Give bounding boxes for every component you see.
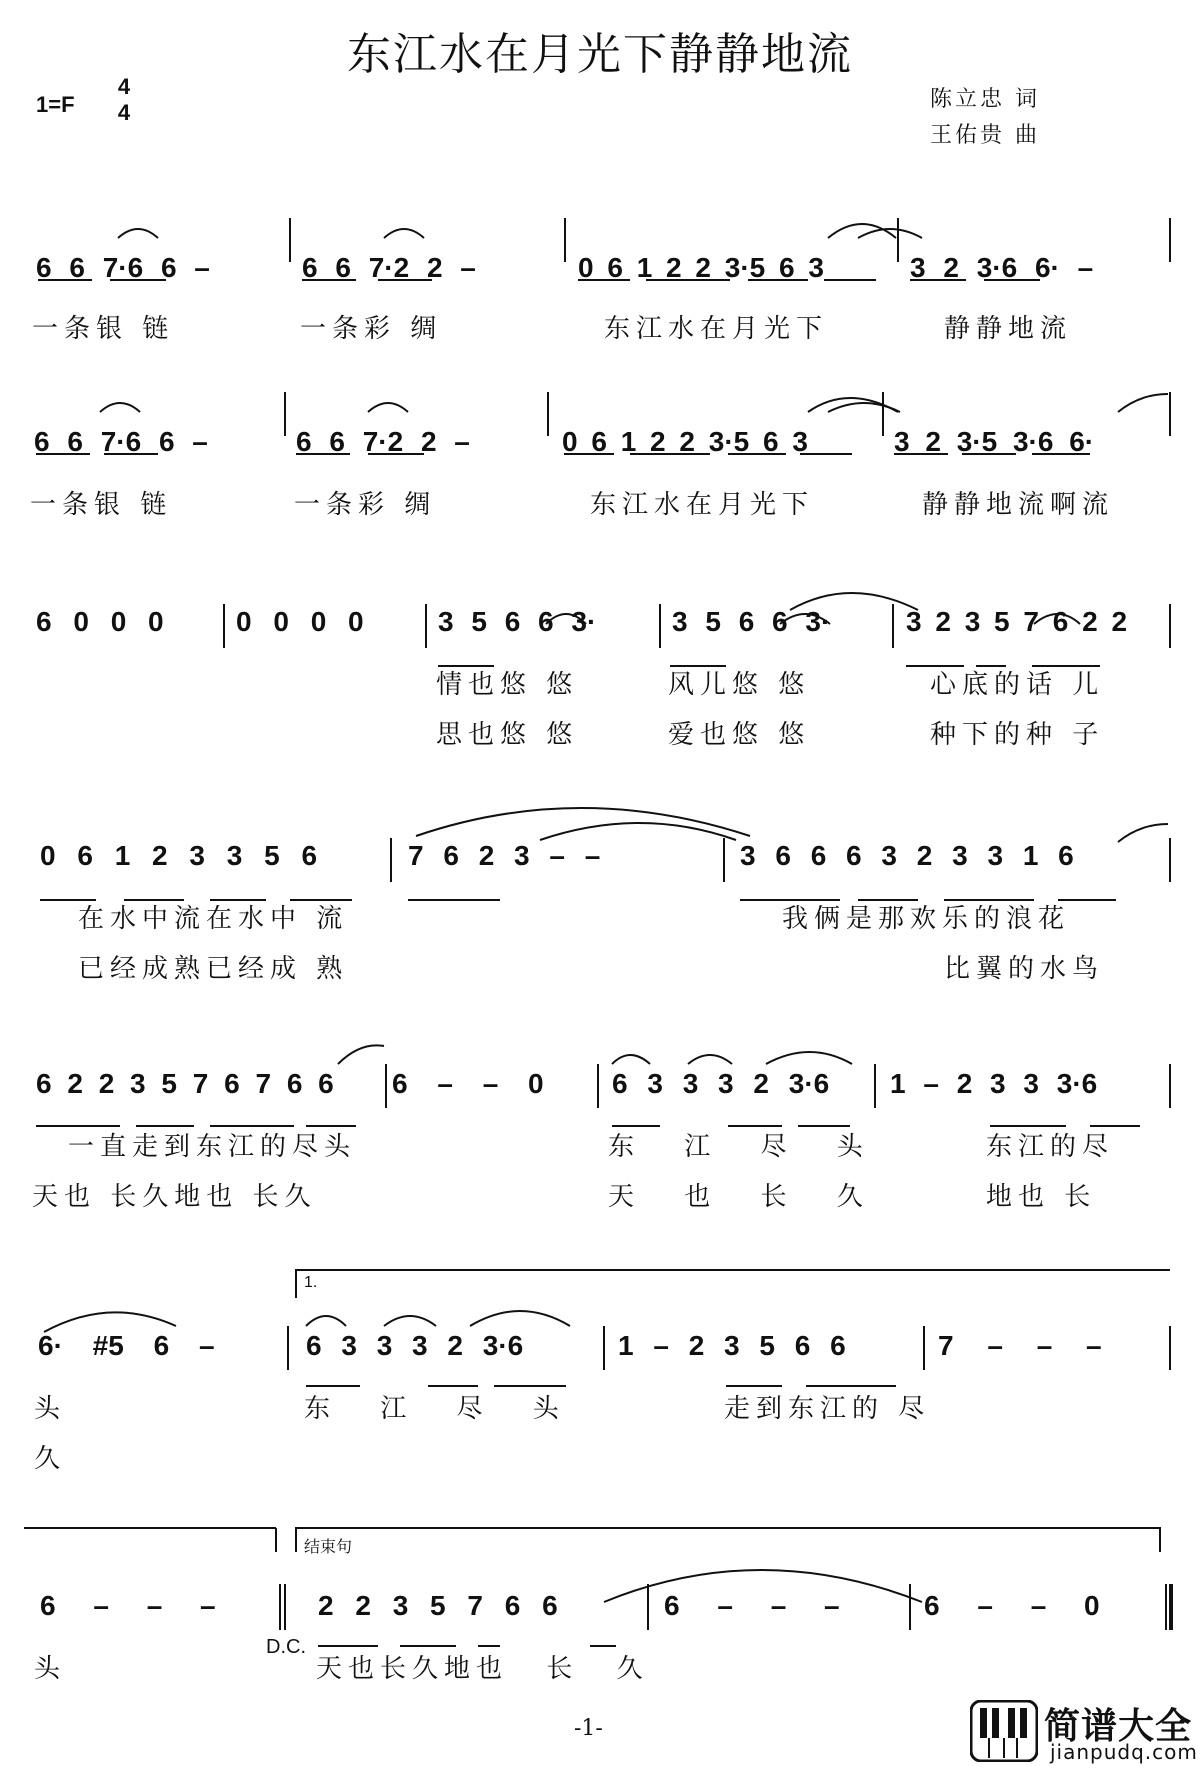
system5-measure1: 6 2 2 3 5 7 6 7 6 6 [36, 1068, 334, 1099]
volta-1-label: 1. [304, 1274, 318, 1291]
system6-lyric1a: 头 [34, 1394, 67, 1424]
system6-measure1: 6· #5 6 – [38, 1330, 215, 1361]
system3-measure3: 3 5 6 6 3· [438, 606, 597, 637]
system7-measure2: 2 2 3 5 7 6 6 [318, 1590, 558, 1621]
time-sig-bottom: 4 [117, 100, 131, 125]
system2-lyric2: 一条彩 绸 [294, 490, 437, 520]
system2-measure1: 6 6 7·6 6 – [34, 426, 208, 457]
system5-lyric1c: 东江的尽 [986, 1132, 1115, 1162]
system1-measure3: 0 6 1 2 2 3·5 6 3 [578, 252, 824, 283]
system6-measure3: 1 – 2 3 5 6 6 [618, 1330, 846, 1361]
system5-measure2: 6 – – 0 [392, 1068, 544, 1099]
system7-measure1: 6 – – – [40, 1590, 216, 1621]
system4-measure1: 0 6 1 2 3 3 5 6 [40, 840, 318, 871]
system3-measure2: 0 0 0 0 [236, 606, 364, 637]
system6-measure2: 6 3 3 3 2 3·6 [306, 1330, 524, 1361]
system2-measure3: 0 6 1 2 2 3·5 6 3 [562, 426, 808, 457]
system1-measure2: 6 6 7·2 2 – [302, 252, 476, 283]
system7-measure4: 6 – – 0 [924, 1590, 1100, 1621]
page-number: -1- [574, 1716, 603, 1741]
logo-url: jianpudq.com [1050, 1740, 1198, 1764]
system5-lyric2c: 地也 长 [986, 1182, 1097, 1212]
system3-lyric2c: 种下的种 子 [930, 720, 1105, 750]
system7-lyric1: 头 [34, 1654, 67, 1684]
system7-lyric2: 天也长久地也 长 久 [316, 1654, 649, 1684]
system3-lyric1b: 风儿悠 悠 [668, 670, 811, 700]
system3-lyric1a: 情也悠 悠 [436, 670, 579, 700]
system5-measure4: 1 – 2 3 3 3·6 [890, 1068, 1098, 1099]
system5-lyric1a: 一直走到东江的尽头 [68, 1132, 357, 1162]
system3-lyric1c: 心底的话 儿 [930, 670, 1105, 700]
logo-text: 简谱大全 [1044, 1706, 1193, 1747]
system2-measure2: 6 6 7·2 2 – [296, 426, 470, 457]
system6-measure4: 7 – – – [938, 1330, 1102, 1361]
system3-measure5: 3 2 3 5 7 6 2 2 [906, 606, 1128, 637]
key-signature: 1=F [36, 92, 75, 117]
system5-lyric1b: 东 江 尽 头 [608, 1132, 869, 1162]
system4-measure2: 7 6 2 3 – – [408, 840, 601, 871]
system4-lyric1a: 在水中流在水中 流 [78, 904, 349, 934]
system6-lyric2a: 久 [34, 1444, 67, 1474]
system4-measure3: 3 6 6 6 3 2 3 3 1 6 [740, 840, 1074, 871]
system4-lyric1b: 我俩是那欢乐的浪花 [782, 904, 1071, 934]
system1-measure1: 6 6 7·6 6 – [36, 252, 210, 283]
system2-lyric4: 静静地流啊流 [922, 490, 1115, 520]
system1-lyric2: 一条彩 绸 [300, 314, 443, 344]
system4-lyric2a: 已经成熟已经成 熟 [78, 954, 349, 984]
song-title: 东江水在月光下静静地流 [347, 29, 853, 80]
system3-lyric2b: 爱也悠 悠 [668, 720, 811, 750]
system2-lyric3: 东江水在月光下 [590, 490, 815, 520]
system3-lyric2a: 思也悠 悠 [436, 720, 579, 750]
system2-measure4: 3 2 3·5 3·6 6· [894, 426, 1095, 457]
system3-measure4: 3 5 6 6 3· [672, 606, 831, 637]
dc-marking: D.C. [266, 1636, 306, 1658]
piano-icon [970, 1700, 1038, 1762]
system3-measure1: 6 0 0 0 [36, 606, 164, 637]
system1-lyric3: 东江水在月光下 [604, 314, 829, 344]
composer-credit: 王佑贵 曲 [930, 123, 1040, 148]
system6-lyric1b: 东 江 尽 头 [304, 1394, 565, 1424]
system7-measure3: 6 – – – [664, 1590, 840, 1621]
time-sig-top: 4 [117, 74, 131, 99]
system2-lyric1: 一条银 链 [30, 490, 173, 520]
system1-lyric4: 静静地流 [944, 314, 1073, 344]
system1-lyric1: 一条银 链 [32, 314, 175, 344]
ending-volta-label: 结束句 [304, 1539, 353, 1556]
system5-lyric2b: 天 也 长 久 [608, 1182, 869, 1212]
system5-measure3: 6 3 3 3 2 3·6 [612, 1068, 830, 1099]
site-logo [970, 1700, 1198, 1764]
lyricist-credit: 陈立忠 词 [930, 87, 1040, 112]
system6-lyric1c: 走到东江的 尽 [724, 1394, 931, 1424]
system1-measure4: 3 2 3·6 6· – [910, 252, 1094, 283]
system5-lyric2a: 天也 长久地也 长久 [32, 1182, 317, 1212]
system4-lyric2b: 比翼的水鸟 [944, 954, 1105, 984]
